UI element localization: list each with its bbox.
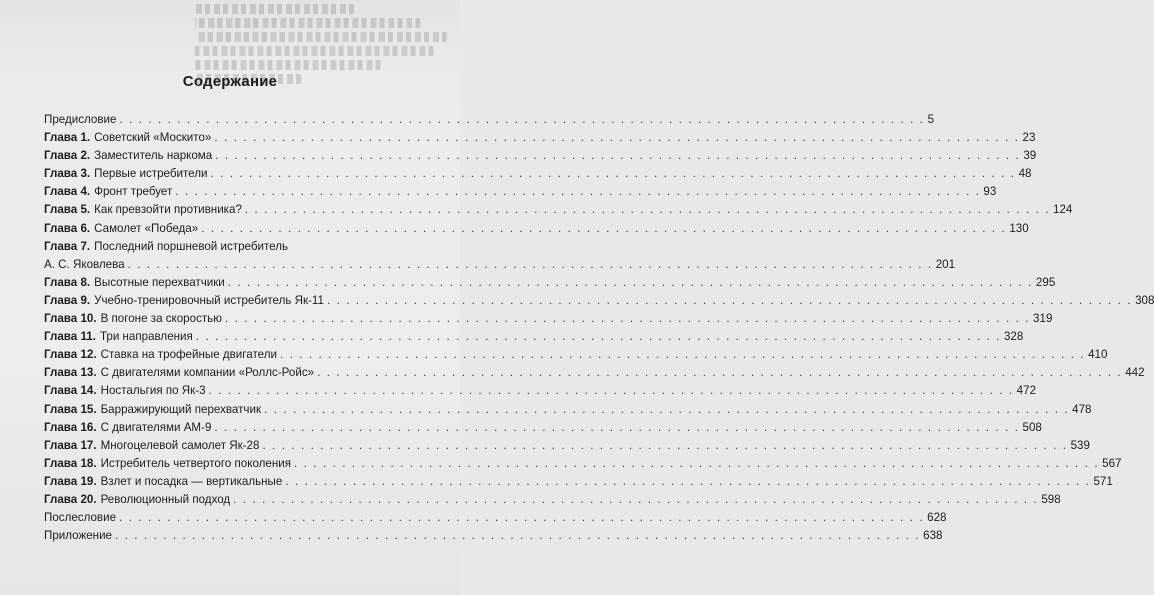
toc-chapter-number: Глава 6. (44, 221, 91, 235)
toc-chapter-number: Глава 14. (44, 384, 97, 398)
toc-entry-label (44, 437, 259, 455)
toc-page-number: 410 (1088, 348, 1108, 362)
toc-chapter-title: Предисловие (44, 113, 117, 126)
toc-chapter-title: Революционный подход (100, 492, 231, 506)
toc-leader-dots (225, 310, 1030, 328)
toc-page-number: 442 (1125, 366, 1145, 380)
toc-chapter-title: Последний поршневой истребитель (94, 239, 289, 253)
toc-chapter-title: В погоне за скоростью (100, 312, 222, 326)
toc-chapter-title: Советский «Москито» (94, 131, 212, 145)
toc-chapter-number: Глава 4. (44, 185, 91, 199)
toc-chapter-number: Глава 13. (44, 366, 97, 380)
toc-chapter-title: Фронт требует (94, 185, 173, 199)
toc-entry-label (44, 165, 207, 183)
toc-chapter-title: Истребитель четвертого поколения (100, 456, 292, 470)
toc-chapter-title: Послесловие (44, 511, 117, 525)
toc-entry-label (44, 346, 277, 364)
toc-chapter-number: Глава 15. (44, 402, 97, 416)
toc-leader-dots (264, 401, 1069, 419)
toc-page-number: 5 (927, 113, 935, 126)
toc-entry-label (44, 455, 291, 473)
toc-chapter-number: Глава 8. (44, 275, 91, 289)
toc-leader-dots (228, 274, 1033, 292)
toc-entry (44, 111, 935, 129)
toc-leader-dots (214, 419, 1019, 437)
toc-leader-dots (262, 437, 1067, 455)
toc-entry (44, 382, 1037, 400)
toc-chapter-title: Учебно-тренировочный истребитель Як-11 (94, 293, 324, 307)
toc-page-number: 478 (1072, 402, 1092, 416)
toc-chapter-title: Первые истребители (94, 167, 208, 181)
toc-chapter-number: Глава 2. (44, 149, 91, 163)
toc-entry-label (44, 310, 222, 328)
toc-chapter-title: Самолет «Победа» (94, 221, 199, 235)
toc-leader-dots (128, 256, 933, 274)
toc-chapter-title: Как превзойти противника? (94, 203, 242, 217)
toc-chapter-number: Глава 5. (44, 203, 91, 217)
toc-chapter-title: Ставка на трофейные двигатели (100, 348, 277, 362)
toc-entry-label (44, 419, 211, 437)
toc-chapter-number: Глава 20. (44, 492, 97, 506)
page-title: Содержание (182, 73, 278, 90)
toc-chapter-number: Глава 11. (44, 330, 96, 344)
toc-chapter-number: Глава 7. (44, 239, 91, 253)
toc-leader-dots (209, 382, 1014, 400)
toc-entry-continuation (44, 256, 956, 274)
toc-chapter-number: Глава 16. (44, 420, 97, 434)
toc-entry-label (44, 183, 172, 201)
toc-page-number: 93 (983, 185, 997, 199)
toc-entry (44, 491, 1061, 509)
toc-leader-dots (294, 455, 1099, 473)
toc-leader-dots (317, 364, 1122, 382)
toc-page-number: 48 (1018, 167, 1032, 181)
toc-chapter-number: Глава 12. (44, 348, 97, 362)
toc-chapter-number: Глава 17. (44, 438, 97, 452)
toc-leader-dots (175, 183, 980, 201)
toc-chapter-title: Высотные перехватчики (94, 275, 225, 289)
toc-leader-dots (280, 346, 1085, 364)
toc-leader-dots (327, 292, 1132, 310)
toc-chapter-title: С двигателями компании «Роллс-Ройс» (100, 366, 315, 380)
toc-entry-label (44, 328, 193, 346)
toc-page-number: 130 (1009, 221, 1029, 235)
toc-chapter-number: Глава 19. (44, 474, 97, 488)
toc-page-number: 567 (1102, 456, 1122, 470)
toc-chapter-number: Глава 9. (44, 293, 91, 307)
toc-chapter-title: Барражирующий перехватчик (100, 402, 262, 416)
toc-chapter-number: Глава 1. (44, 131, 91, 145)
toc-leader-dots (201, 220, 1006, 238)
toc-entry (44, 129, 1036, 147)
toc-entry (44, 310, 1053, 328)
toc-page-number: 124 (1053, 203, 1073, 217)
toc-entry (44, 147, 1037, 165)
toc-entry (44, 364, 1145, 382)
toc-chapter-title-line2: А. С. Яковлева (44, 257, 125, 271)
toc-page-number: 571 (1093, 474, 1113, 488)
toc-leader-dots (119, 509, 924, 527)
toc-entry (44, 165, 1032, 183)
toc-chapter-title: Многоцелевой самолет Як-28 (100, 438, 260, 452)
toc-entry (44, 401, 1092, 419)
toc-chapter-title: Приложение (44, 529, 113, 543)
toc-entry-label (44, 491, 230, 509)
toc-entry-label (44, 292, 324, 310)
toc-leader-dots (215, 147, 1020, 165)
table-of-contents (44, 111, 1154, 545)
toc-leader-dots (196, 328, 1001, 346)
toc-entry (44, 292, 1154, 310)
toc-leader-dots (233, 491, 1038, 509)
toc-leader-dots (245, 201, 1050, 219)
toc-leader-dots (119, 111, 924, 129)
toc-page-number: 598 (1041, 492, 1061, 506)
toc-page-number: 201 (935, 257, 956, 271)
toc-leader-dots (214, 129, 1019, 147)
toc-leader-dots (210, 165, 1015, 183)
toc-entry (44, 527, 943, 545)
toc-entry (44, 183, 997, 201)
toc-entry-label (44, 147, 212, 165)
toc-entry-label (44, 220, 198, 238)
toc-entry (44, 455, 1122, 473)
toc-page-number: 628 (927, 511, 947, 525)
toc-page-number: 539 (1070, 438, 1090, 452)
toc-page-number: 638 (923, 529, 943, 543)
toc-entry (44, 220, 1029, 238)
toc-entry-label (44, 364, 314, 382)
toc-entry (44, 473, 1113, 491)
toc-entry (44, 274, 1056, 292)
toc-chapter-title: Три направления (99, 330, 193, 344)
toc-entry-label (44, 473, 282, 491)
toc-leader-dots (285, 473, 1090, 491)
toc-chapter-title: С двигателями АМ-9 (100, 420, 212, 434)
toc-entry (44, 201, 1073, 219)
toc-entry-label (44, 129, 211, 147)
toc-entry (44, 238, 418, 256)
toc-entry (44, 419, 1042, 437)
toc-page-number: 295 (1035, 275, 1056, 289)
toc-chapter-title: Заместитель наркома (94, 149, 213, 163)
toc-entry-label (44, 201, 242, 219)
toc-entry-label (44, 238, 288, 256)
toc-chapter-number: Глава 10. (44, 312, 97, 326)
toc-page-number: 328 (1003, 330, 1024, 344)
toc-chapter-number: Глава 3. (44, 167, 91, 181)
toc-page-number: 308 (1135, 293, 1154, 307)
toc-entry (44, 346, 1108, 364)
toc-leader-dots (115, 527, 920, 545)
toc-entry (44, 509, 947, 527)
toc-page-number: 472 (1016, 384, 1037, 398)
toc-page-number: 23 (1022, 131, 1036, 145)
toc-entry-label (44, 509, 116, 527)
toc-page-number: 508 (1022, 420, 1042, 434)
toc-page-number: 39 (1023, 149, 1037, 163)
toc-entry-label (44, 274, 225, 292)
toc-page-number: 319 (1033, 312, 1053, 326)
toc-entry (44, 437, 1090, 455)
toc-entry-label (44, 382, 206, 400)
toc-entry (44, 328, 1024, 346)
toc-chapter-title: Ностальгия по Як-3 (100, 384, 206, 398)
toc-chapter-number: Глава 18. (44, 456, 97, 470)
toc-entry-label (44, 111, 116, 129)
toc-chapter-title: Взлет и посадка — вертикальные (100, 474, 283, 488)
toc-entry-label (44, 527, 112, 545)
toc-entry-label (44, 401, 261, 419)
